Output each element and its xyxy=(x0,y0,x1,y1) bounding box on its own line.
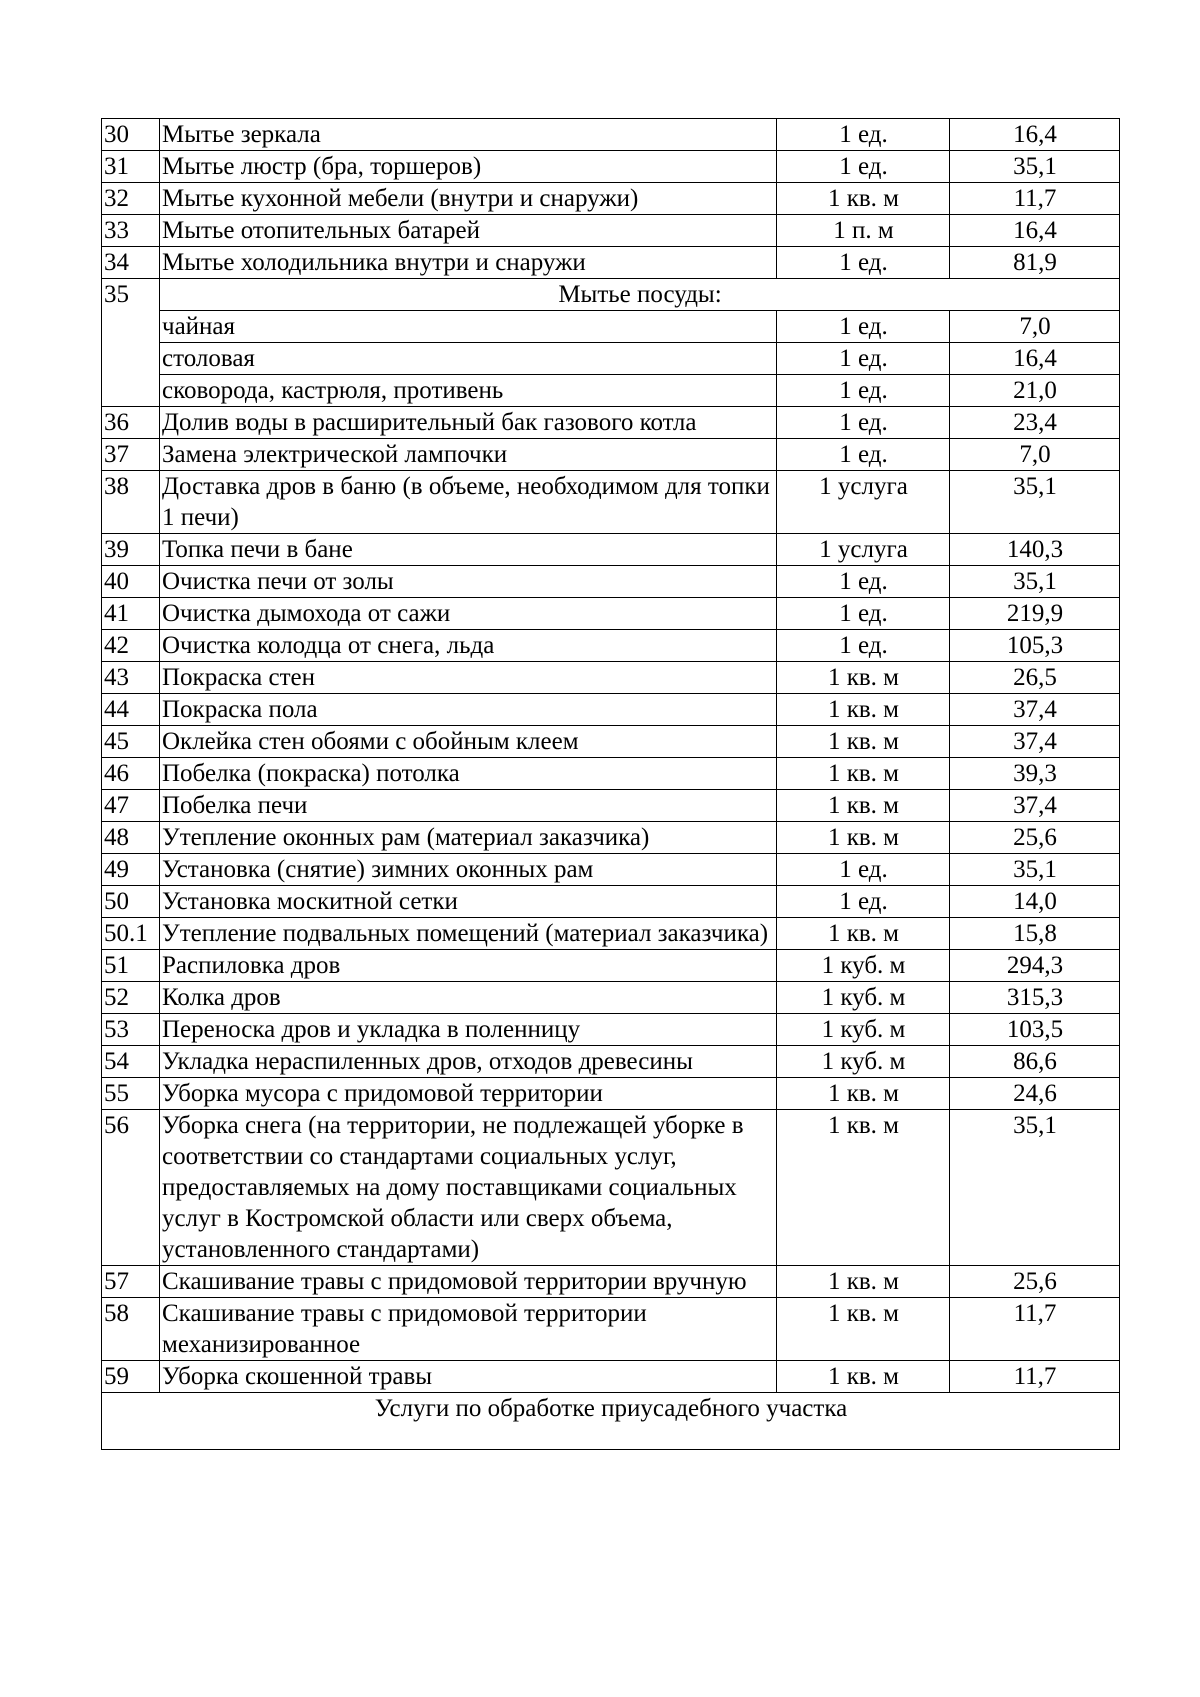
row-number: 48 xyxy=(102,822,160,854)
service-price: 24,6 xyxy=(950,1078,1120,1110)
service-unit: 1 куб. м xyxy=(777,950,950,982)
service-unit: 1 кв. м xyxy=(777,1266,950,1298)
service-unit: 1 ед. xyxy=(777,566,950,598)
service-price: 16,4 xyxy=(950,215,1120,247)
row-number: 49 xyxy=(102,854,160,886)
row-number: 38 xyxy=(102,471,160,534)
service-name: Оклейка стен обоями с обойным клеем xyxy=(160,726,777,758)
table-row xyxy=(102,566,1120,598)
service-price: 35,1 xyxy=(950,1110,1120,1266)
row-number: 50.1 xyxy=(102,918,160,950)
row-number: 30 xyxy=(102,119,160,151)
service-unit: 1 кв. м xyxy=(777,1078,950,1110)
service-name: Укладка нераспиленных дров, отходов древесины xyxy=(160,1046,777,1078)
service-name: Замена электрической лампочки xyxy=(160,439,777,471)
service-price: 103,5 xyxy=(950,1014,1120,1046)
table-row xyxy=(102,1361,1120,1393)
table-row xyxy=(102,215,1120,247)
group-title: Мытье посуды: xyxy=(160,279,1120,311)
table-row xyxy=(102,790,1120,822)
table-row xyxy=(102,886,1120,918)
row-number: 36 xyxy=(102,407,160,439)
row-number: 52 xyxy=(102,982,160,1014)
service-unit: 1 кв. м xyxy=(777,1298,950,1361)
row-number: 59 xyxy=(102,1361,160,1393)
row-number: 37 xyxy=(102,439,160,471)
services-price-table xyxy=(101,118,1120,1450)
row-number: 50 xyxy=(102,886,160,918)
service-unit: 1 кв. м xyxy=(777,183,950,215)
table-subrow xyxy=(102,343,1120,375)
service-name: Уборка мусора с придомовой территории xyxy=(160,1078,777,1110)
table-row xyxy=(102,758,1120,790)
table-row xyxy=(102,534,1120,566)
service-unit: 1 ед. xyxy=(777,407,950,439)
service-unit: 1 кв. м xyxy=(777,822,950,854)
service-price: 140,3 xyxy=(950,534,1120,566)
row-number: 43 xyxy=(102,662,160,694)
service-name: Побелка печи xyxy=(160,790,777,822)
service-price: 11,7 xyxy=(950,1298,1120,1361)
service-price: 219,9 xyxy=(950,598,1120,630)
service-unit: 1 ед. xyxy=(777,311,950,343)
row-number: 58 xyxy=(102,1298,160,1361)
service-name: Очистка дымохода от сажи xyxy=(160,598,777,630)
row-number: 51 xyxy=(102,950,160,982)
service-unit: 1 ед. xyxy=(777,630,950,662)
table-row xyxy=(102,1014,1120,1046)
table-row xyxy=(102,982,1120,1014)
row-number: 31 xyxy=(102,151,160,183)
service-unit: 1 куб. м xyxy=(777,1014,950,1046)
row-number: 34 xyxy=(102,247,160,279)
row-number: 57 xyxy=(102,1266,160,1298)
table-row xyxy=(102,822,1120,854)
service-name: Утепление оконных рам (материал заказчика) xyxy=(160,822,777,854)
service-name: Скашивание травы с придомовой территории механизированное xyxy=(160,1298,777,1361)
service-name: Очистка печи от золы xyxy=(160,566,777,598)
table-row xyxy=(102,854,1120,886)
service-price: 37,4 xyxy=(950,726,1120,758)
service-unit: 1 кв. м xyxy=(777,918,950,950)
service-unit: 1 кв. м xyxy=(777,694,950,726)
service-price: 7,0 xyxy=(950,311,1120,343)
service-price: 39,3 xyxy=(950,758,1120,790)
table-row xyxy=(102,183,1120,215)
row-number-empty xyxy=(102,375,160,407)
table-row xyxy=(102,407,1120,439)
service-price: 25,6 xyxy=(950,822,1120,854)
table-row xyxy=(102,726,1120,758)
service-price: 16,4 xyxy=(950,119,1120,151)
service-price: 11,7 xyxy=(950,183,1120,215)
service-unit: 1 ед. xyxy=(777,375,950,407)
service-unit: 1 ед. xyxy=(777,854,950,886)
row-number: 47 xyxy=(102,790,160,822)
service-price: 35,1 xyxy=(950,566,1120,598)
service-price: 35,1 xyxy=(950,854,1120,886)
service-name: Мытье отопительных батарей xyxy=(160,215,777,247)
service-name: Покраска пола xyxy=(160,694,777,726)
table-row xyxy=(102,598,1120,630)
table-body xyxy=(102,119,1120,1450)
table-row xyxy=(102,439,1120,471)
service-unit: 1 ед. xyxy=(777,598,950,630)
service-name: Колка дров xyxy=(160,982,777,1014)
service-name: чайная xyxy=(160,311,777,343)
row-number: 53 xyxy=(102,1014,160,1046)
row-number-empty xyxy=(102,343,160,375)
row-number: 40 xyxy=(102,566,160,598)
service-price: 105,3 xyxy=(950,630,1120,662)
service-price: 15,8 xyxy=(950,918,1120,950)
table-row xyxy=(102,1298,1120,1361)
service-name: Очистка колодца от снега, льда xyxy=(160,630,777,662)
service-name: Скашивание травы с придомовой территории вручную xyxy=(160,1266,777,1298)
service-price: 294,3 xyxy=(950,950,1120,982)
row-number: 42 xyxy=(102,630,160,662)
service-name: Распиловка дров xyxy=(160,950,777,982)
table-row xyxy=(102,247,1120,279)
service-price: 37,4 xyxy=(950,694,1120,726)
service-price: 14,0 xyxy=(950,886,1120,918)
table-row xyxy=(102,1046,1120,1078)
table-row xyxy=(102,1078,1120,1110)
table-row xyxy=(102,1266,1120,1298)
service-name: сковорода, кастрюля, противень xyxy=(160,375,777,407)
service-price: 315,3 xyxy=(950,982,1120,1014)
service-price: 86,6 xyxy=(950,1046,1120,1078)
row-number: 45 xyxy=(102,726,160,758)
row-number: 55 xyxy=(102,1078,160,1110)
section-header-row xyxy=(102,1393,1120,1450)
service-name: Установка москитной сетки xyxy=(160,886,777,918)
service-price: 23,4 xyxy=(950,407,1120,439)
table-row xyxy=(102,630,1120,662)
service-price: 81,9 xyxy=(950,247,1120,279)
row-number: 56 xyxy=(102,1110,160,1266)
section-title: Услуги по обработке приусадебного участка xyxy=(102,1393,1120,1450)
service-price: 21,0 xyxy=(950,375,1120,407)
service-name: Долив воды в расширительный бак газового котла xyxy=(160,407,777,439)
table-subrow xyxy=(102,311,1120,343)
service-name: Доставка дров в баню (в объеме, необходимом для топки 1 печи) xyxy=(160,471,777,534)
service-unit: 1 ед. xyxy=(777,343,950,375)
service-unit: 1 куб. м xyxy=(777,1046,950,1078)
table-row xyxy=(102,1110,1120,1266)
service-name: Уборка снега (на территории, не подлежащей уборке в соответствии со стандартами социальных услуг, предоставляемых на дому поставщиками социальных услуг в Костромской области или сверх объема, установленного стандартами) xyxy=(160,1110,777,1266)
service-unit: 1 кв. м xyxy=(777,790,950,822)
row-number: 33 xyxy=(102,215,160,247)
service-unit: 1 п. м xyxy=(777,215,950,247)
row-number: 46 xyxy=(102,758,160,790)
service-unit: 1 услуга xyxy=(777,534,950,566)
table-row xyxy=(102,950,1120,982)
service-unit: 1 услуга xyxy=(777,471,950,534)
service-name: Побелка (покраска) потолка xyxy=(160,758,777,790)
row-number: 35 xyxy=(102,279,160,311)
service-unit: 1 куб. м xyxy=(777,982,950,1014)
service-name: столовая xyxy=(160,343,777,375)
service-name: Уборка скошенной травы xyxy=(160,1361,777,1393)
service-name: Мытье зеркала xyxy=(160,119,777,151)
service-unit: 1 кв. м xyxy=(777,662,950,694)
service-unit: 1 ед. xyxy=(777,439,950,471)
service-name: Переноска дров и укладка в поленницу xyxy=(160,1014,777,1046)
service-unit: 1 ед. xyxy=(777,151,950,183)
row-number: 32 xyxy=(102,183,160,215)
service-price: 35,1 xyxy=(950,471,1120,534)
service-price: 26,5 xyxy=(950,662,1120,694)
table-row xyxy=(102,662,1120,694)
service-price: 35,1 xyxy=(950,151,1120,183)
row-number: 44 xyxy=(102,694,160,726)
service-unit: 1 кв. м xyxy=(777,1110,950,1266)
service-unit: 1 ед. xyxy=(777,247,950,279)
row-number: 54 xyxy=(102,1046,160,1078)
service-name: Мытье кухонной мебели (внутри и снаружи) xyxy=(160,183,777,215)
service-name: Покраска стен xyxy=(160,662,777,694)
service-unit: 1 ед. xyxy=(777,886,950,918)
table-row xyxy=(102,918,1120,950)
service-price: 37,4 xyxy=(950,790,1120,822)
service-unit: 1 кв. м xyxy=(777,1361,950,1393)
price-table-page xyxy=(101,118,1119,1450)
service-price: 11,7 xyxy=(950,1361,1120,1393)
service-unit: 1 ед. xyxy=(777,119,950,151)
row-number-empty xyxy=(102,311,160,343)
table-subrow xyxy=(102,375,1120,407)
row-number: 41 xyxy=(102,598,160,630)
service-name: Топка печи в бане xyxy=(160,534,777,566)
service-price: 7,0 xyxy=(950,439,1120,471)
table-row xyxy=(102,119,1120,151)
service-price: 16,4 xyxy=(950,343,1120,375)
table-row xyxy=(102,151,1120,183)
service-name: Мытье холодильника внутри и снаружи xyxy=(160,247,777,279)
service-price: 25,6 xyxy=(950,1266,1120,1298)
service-unit: 1 кв. м xyxy=(777,758,950,790)
service-name: Утепление подвальных помещений (материал заказчика) xyxy=(160,918,777,950)
table-row xyxy=(102,694,1120,726)
table-row xyxy=(102,471,1120,534)
service-unit: 1 кв. м xyxy=(777,726,950,758)
row-number: 39 xyxy=(102,534,160,566)
service-name: Мытье люстр (бра, торшеров) xyxy=(160,151,777,183)
table-row xyxy=(102,279,1120,311)
service-name: Установка (снятие) зимних оконных рам xyxy=(160,854,777,886)
